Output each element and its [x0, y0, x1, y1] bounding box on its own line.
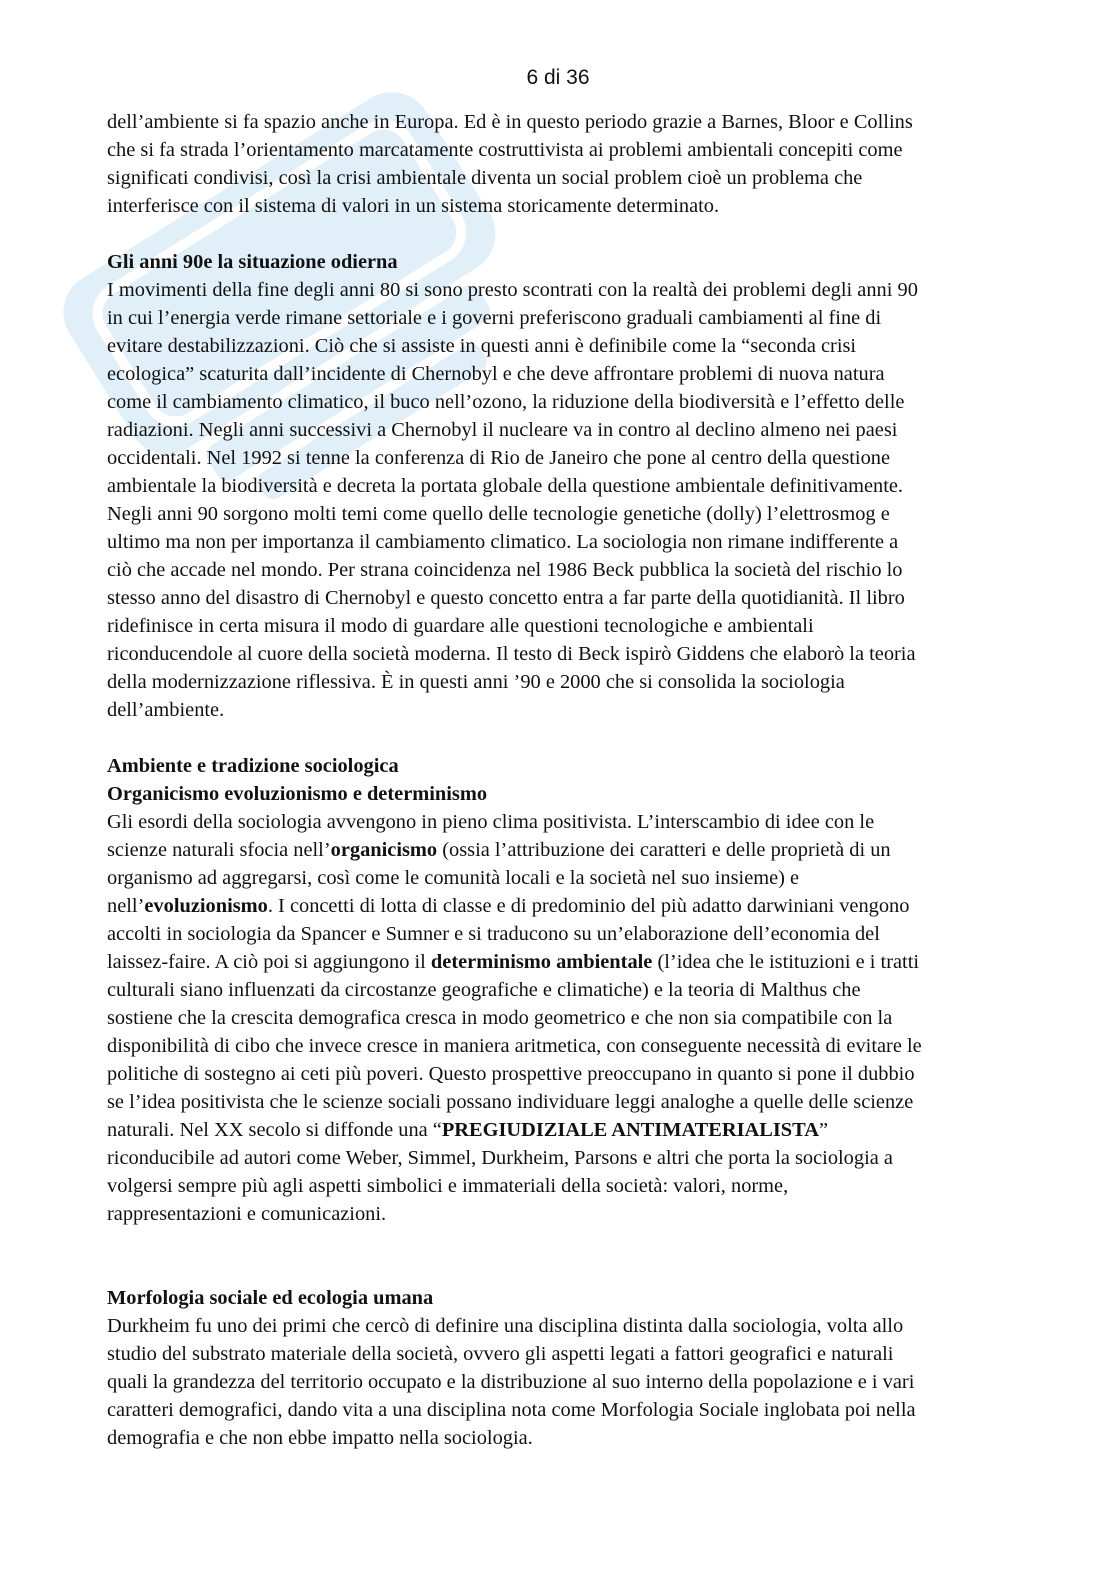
text-run: Gli esordi della sociologia avvengono in pieno clima positivista. L’interscambio di idee con le scienze naturali sfocia nell’: [107, 811, 875, 861]
heading-anni-90: Gli anni 90e la situazione odierna: [107, 251, 398, 273]
paragraph-intro: dell’ambiente si fa spazio anche in Europa. Ed è in questo periodo grazie a Barnes, Bloor e Collins che si fa strada l’orientamento marcatamente costruttivista ai problemi ambientali concepiti come significati condivisi, così la crisi ambientale diventa un social problem cioè un problema che interferisce con il sistema di valori in un sistema storicamente determinato.: [107, 111, 913, 217]
bold-term-evoluzionismo: evoluzionismo: [144, 895, 268, 917]
bold-term-determinismo: determinismo ambientale: [430, 951, 653, 973]
heading-organicismo: Organicismo evoluzionismo e determinismo: [107, 783, 488, 805]
document-body: [107, 108, 1007, 1452]
text-run: (ossia l’attribuzione dei caratteri e delle proprietà di un organismo ad aggregarsi, così come le comunità locali e la società nel suo insieme) e nell’: [107, 839, 891, 917]
paragraph-morfologia: Durkheim fu uno dei primi che cercò di definire una disciplina distinta dalla sociologia, volta allo studio del substrato materiale della società, ovvero gli aspetti legati a fattori geografici e naturali quali la grandezza del territorio occupato e la distribuzione al suo interno della popolazione e i vari caratteri demografici, dando vita a una disciplina nota come Morfologia Sociale inglobata poi nella demografia e che non ebbe impatto nella sociologia.: [107, 1315, 916, 1449]
bold-term-pregiudiziale: PREGIUDIZIALE ANTIMATERIALISTA: [441, 1119, 819, 1141]
paragraph-organicismo: [107, 808, 1007, 1228]
text-run: ” riconducibile ad autori come Weber, Simmel, Durkheim, Parsons e altri che porta la sociologia a volgersi sempre più agli aspetti simbolici e immateriali della società: valori, norme, rappresentazioni e comunicazioni.: [107, 1119, 893, 1225]
text-run: (l’idea che le istituzioni e i tratti culturali siano influenzati da circostanze geografiche e climatiche) e la teoria di Malthus che sostiene che la crescita demografica cresca in modo geometrico e che non sia compatibile con la disponibilità di cibo che invece cresce in maniera aritmetica, con conseguente necessità di evitare le politiche di sostegno ai ceti più poveri. Questo prospettive preoccupano in quanto si pone il dubbio se l’idea positivista che le scienze sociali possano individuare leggi analoghe a quelle delle scienze naturali. Nel XX secolo si diffonde una “: [107, 951, 922, 1141]
paragraph-anni-90: I movimenti della fine degli anni 80 si sono presto scontrati con la realtà dei problemi degli anni 90 in cui l’energia verde rimane settoriale e i governi preferiscono graduali cambiamenti al fine di evitare destabilizzazioni. Ciò che si assiste in questi anni è definibile come la “seconda crisi ecologica” scaturita dall’incidente di Chernobyl e che deve affrontare problemi di nuova natura come il cambiamento climatico, il buco nell’ozono, la riduzione della biodiversità e l’effetto delle radiazioni. Negli anni successivi a Chernobyl il nucleare va in contro al declino almeno nei paesi occidentali. Nel 1992 si tenne la conferenza di Rio de Janeiro che pone al centro della questione ambientale la biodiversità e decreta la portata globale della questione ambientale definitivamente. Negli anni 90 sorgono molti temi come quello delle tecnologie genetiche (dolly) l’elettrosmog e ultimo ma non per importanza il cambiamento climatico. La sociologia non rimane indifferente a ciò che accade nel mondo. Per strana coincidenza nel 1986 Beck pubblica la società del rischio lo stesso anno del disastro di Chernobyl e questo concetto entra a far parte della quotidianità. Il libro ridefinisce in certa misura il modo di guardare alle questioni tecnologiche e ambientali riconducendole al cuore della società moderna. Il testo di Beck ispirò Giddens che elaborò la teoria della modernizzazione riflessiva. È in questi anni ’90 e 2000 che si consolida la sociologia dell’ambiente.: [107, 279, 918, 721]
heading-ambiente-tradizione: Ambiente e tradizione sociologica: [107, 755, 399, 777]
page-number: 6 di 36: [526, 66, 590, 89]
text-run: . I concetti di lotta di classe e di predominio del più adatto darwiniani vengono accolti in sociologia da Spancer e Sumner e si traducono su un’elaborazione dell’economia del laissez-faire. A ciò poi si aggiungono il: [107, 895, 910, 973]
bold-term-organicismo: organicismo: [330, 839, 438, 861]
heading-morfologia: Morfologia sociale ed ecologia umana: [107, 1287, 434, 1309]
